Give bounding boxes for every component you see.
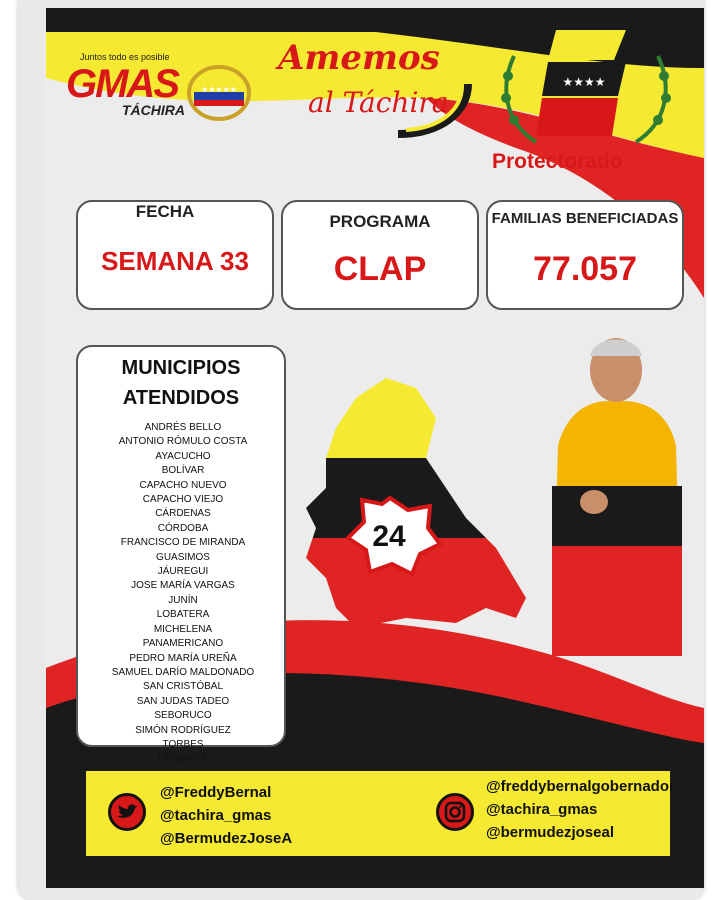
twitter-handles (160, 781, 292, 850)
municipio-item: JÁUREGUI (157, 566, 209, 578)
gmas-state-label: TÁCHIRA (122, 102, 185, 118)
municipio-item: CÓRDOBA (157, 522, 209, 534)
fecha-card (76, 200, 274, 310)
municipio-item: SAN JUDAS TADEO (136, 695, 230, 707)
municipios-list (78, 421, 288, 767)
municipio-item: URIBANTE (157, 753, 209, 765)
programa-card (281, 200, 479, 310)
municipio-item: ANDRÉS BELLO (144, 422, 222, 433)
municipio-item: FRANCISCO DE MIRANDA (120, 537, 246, 549)
programa-label: PROGRAMA (329, 212, 431, 231)
municipios-title (78, 353, 284, 413)
familias-value: 77.057 (533, 250, 637, 288)
municipio-item: BOLÍVAR (161, 465, 205, 477)
municipio-item: PEDRO MARÍA UREÑA (129, 652, 237, 664)
municipio-item: AYACUCHO (155, 450, 211, 462)
municipios-panel (76, 345, 286, 765)
governor-photo (538, 326, 688, 656)
instagram-handle[interactable]: @freddybernalgobernador (486, 778, 675, 795)
laurel-flag-icon (486, 26, 686, 150)
twitter-icon[interactable] (108, 793, 146, 831)
svg-text:★★★★★: ★★★★★ (201, 85, 237, 94)
municipios-count: 24 (372, 520, 406, 553)
poster (46, 8, 704, 888)
municipio-item: SAN CRISTÓBAL (142, 681, 224, 693)
twitter-handle[interactable]: @BermudezJoseA (160, 830, 293, 847)
amemos-line1: Amemos (278, 38, 440, 78)
familias-label: FAMILIAS BENEFICIADAS (491, 210, 679, 227)
fecha-value: SEMANA 33 (101, 246, 249, 276)
gmas-logo (56, 48, 256, 128)
twitter-handle[interactable]: @tachira_gmas (160, 807, 272, 824)
municipio-item: CAPACHO NUEVO (139, 479, 227, 491)
municipio-item: SEBORUCO (154, 710, 212, 722)
municipio-item: CÁRDENAS (155, 508, 211, 520)
amemos-line2: al Táchira (308, 86, 449, 119)
programa-value: CLAP (333, 250, 427, 288)
svg-text:★★★★: ★★★★ (562, 75, 606, 89)
amemos-logo (268, 38, 478, 148)
municipio-item: ANTONIO RÓMULO COSTA (118, 436, 248, 448)
municipio-item: GUASIMOS (156, 551, 210, 563)
tachira-map (296, 368, 536, 634)
gmas-wreath-icon (184, 62, 254, 124)
instagram-icon[interactable] (436, 793, 474, 831)
instagram-handles (486, 775, 675, 844)
municipio-item: CAPACHO VIEJO (142, 494, 224, 506)
fecha-label: FECHA (135, 202, 195, 221)
municipio-item: JUNÍN (168, 594, 198, 606)
swoosh-icon (388, 74, 478, 144)
gmas-wordmark: GMAS (66, 62, 178, 106)
municipios-title-line2: ATENDIDOS (122, 387, 240, 409)
poster-frame (18, 0, 704, 900)
municipio-item: LOBATERA (156, 609, 210, 621)
municipio-item: MICHELENA (153, 623, 213, 635)
municipio-item: TORBES (162, 738, 204, 750)
municipio-item: SAMUEL DARÍO MALDONADO (111, 666, 255, 678)
municipio-item: SIMÓN RODRÍGUEZ (135, 724, 231, 736)
gmas-tagline: Juntos todo es posible (80, 52, 170, 62)
protectorado-logo (486, 26, 686, 186)
familias-card (486, 200, 684, 310)
protectorado-label: Protectorado (492, 150, 623, 173)
social-footer (86, 771, 675, 856)
municipio-item: PANAMERICANO (142, 638, 224, 650)
twitter-handle[interactable]: @FreddyBernal (160, 784, 272, 801)
municipios-title-line1: MUNICIPIOS (121, 357, 241, 379)
instagram-handle[interactable]: @tachira_gmas (486, 801, 598, 818)
instagram-handle[interactable]: @bermudezjoseal (486, 824, 614, 841)
municipio-item: JOSE MARÍA VARGAS (131, 580, 235, 592)
